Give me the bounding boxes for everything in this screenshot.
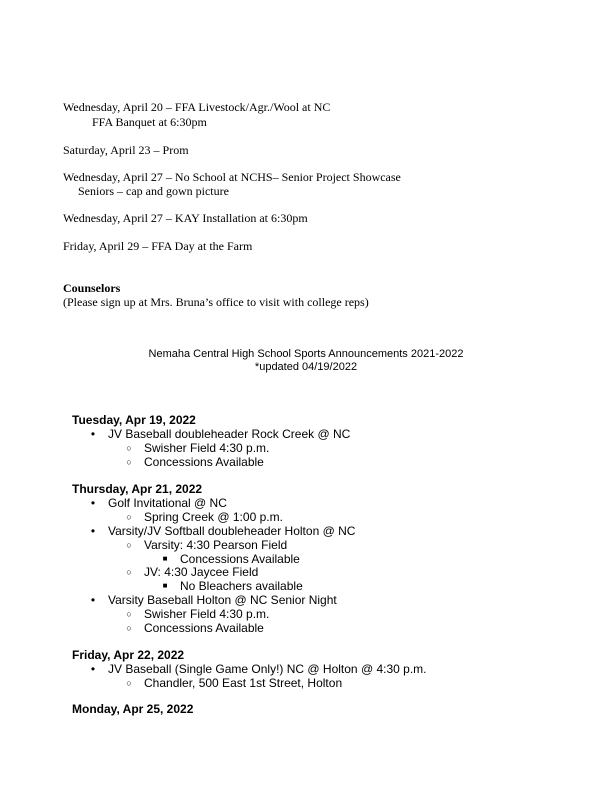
event-line: Wednesday, April 27 – KAY Installation at 6:30pm [63,211,308,225]
event-text: JV Baseball doubleheader Rock Creek @ NC [108,427,351,441]
bullet-icon: • [90,524,96,538]
list-item [126,676,343,690]
event-text: Varsity Baseball Holton @ NC Senior Night [108,593,337,607]
list-item [126,565,259,579]
event-line: Saturday, April 23 – Prom [63,143,189,157]
event-line: Wednesday, April 27 – No School at NCHS– Senior Project Showcase [63,170,401,184]
event-text: JV Baseball (Single Game Only!) NC @ Holton @ 4:30 p.m. [108,662,427,676]
list-item [126,538,288,552]
bullet-icon: • [90,427,96,441]
bullet-icon: • [90,593,96,607]
circle-bullet-icon: ○ [126,443,132,453]
event-line: Friday, April 29 – FFA Day at the Farm [63,239,253,253]
list-item [162,552,300,566]
day-heading: Monday, Apr 25, 2022 [72,702,194,716]
detail-text: Varsity: 4:30 Pearson Field [144,538,288,552]
detail-text: Swisher Field 4:30 p.m. [144,441,270,455]
circle-bullet-icon: ○ [126,540,132,550]
list-item [126,441,270,455]
bullet-icon: • [90,496,96,510]
sports-updated: *updated 04/19/2022 [254,361,358,373]
list-item [90,496,227,510]
list-item [90,524,356,538]
event-subline: Seniors – cap and gown picture [78,184,229,198]
bullet-icon: • [90,662,96,676]
event-text: Varsity/JV Softball doubleheader Holton @ NC [108,524,356,538]
square-bullet-icon: ■ [162,581,168,590]
note-text: Concessions Available [180,552,300,566]
event-subline: FFA Banquet at 6:30pm [92,115,207,129]
list-item [126,455,264,469]
circle-bullet-icon: ○ [126,567,132,577]
counselors-note: (Please sign up at Mrs. Bruna’s office to visit with college reps) [63,295,369,309]
list-item [126,621,264,635]
circle-bullet-icon: ○ [126,678,132,688]
circle-bullet-icon: ○ [126,609,132,619]
event-text: Golf Invitational @ NC [108,496,227,510]
list-item [126,607,270,621]
detail-text: Swisher Field 4:30 p.m. [144,607,270,621]
event-line: Wednesday, April 20 – FFA Livestock/Agr./Wool at NC [63,100,331,114]
note-text: No Bleachers available [180,579,303,593]
circle-bullet-icon: ○ [126,623,132,633]
detail-text: Spring Creek @ 1:00 p.m. [144,510,283,524]
detail-text: Chandler, 500 East 1st Street, Holton [144,676,343,690]
detail-text: Concessions Available [144,455,264,469]
list-item [90,593,337,607]
day-heading: Friday, Apr 22, 2022 [72,648,185,662]
detail-text: JV: 4:30 Jaycee Field [144,565,259,579]
list-item [126,510,283,524]
circle-bullet-icon: ○ [126,457,132,467]
detail-text: Concessions Available [144,621,264,635]
circle-bullet-icon: ○ [126,512,132,522]
list-item [162,579,303,593]
list-item [90,427,351,441]
day-heading: Tuesday, Apr 19, 2022 [72,413,196,427]
day-heading: Thursday, Apr 21, 2022 [72,482,203,496]
counselors-heading: Counselors [63,281,121,295]
sports-title: Nemaha Central High School Sports Announcements 2021-2022 [148,348,464,360]
square-bullet-icon: ■ [162,554,168,563]
list-item [90,662,427,676]
